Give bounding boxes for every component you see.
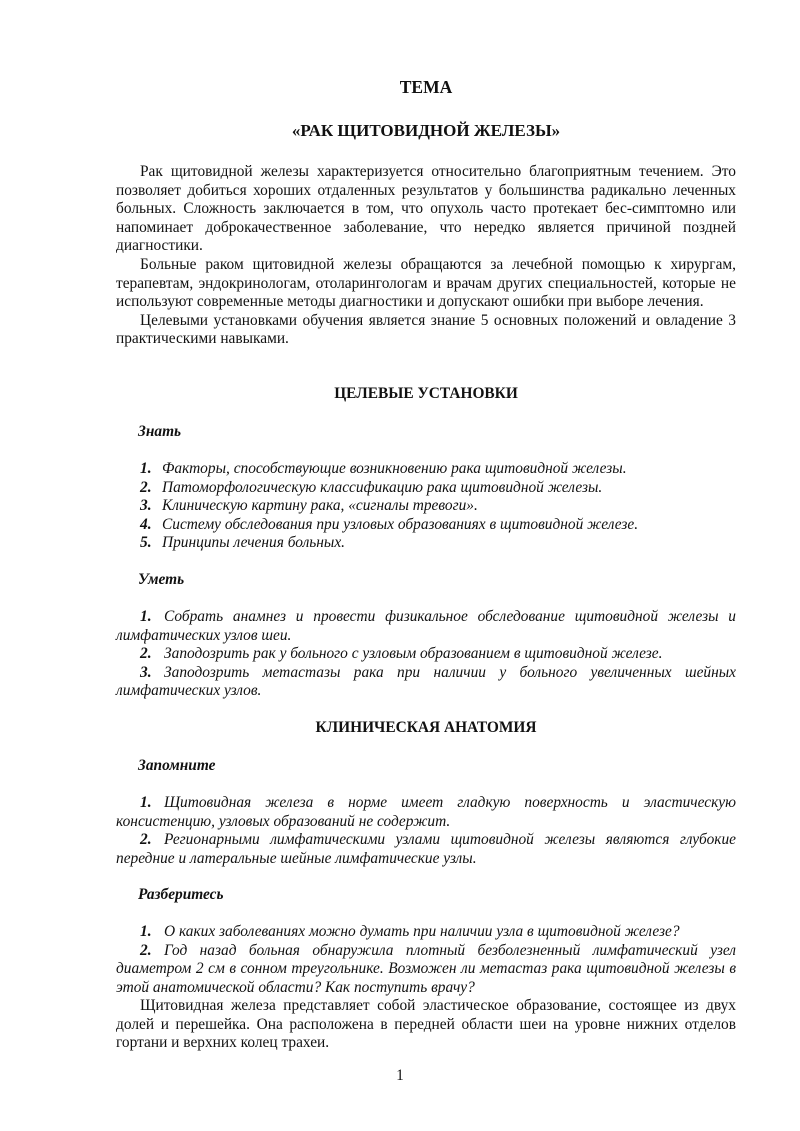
item-text: Собрать анамнез и провести физикальное обследование щитовидной железы и лимфатических узлов шеи. [116, 608, 736, 644]
intro-paragraph: Больные раком щитовидной железы обращаются за лечебной помощью к хирургам, терапевтам, эндокринологам, отоларингологам и врачам других специальностей, которые не используют современные методы диагностики и допускают ошибки при выборе лечения. [116, 255, 736, 311]
item-number: 5. [140, 534, 152, 552]
intro-paragraph: Рак щитовидной железы характеризуется относительно благоприятным течением. Это позволяет добиться хороших отдаленных результатов у большинства радикально леченных больных. Сложность заключается в том, что опухоль часто протекает бес-симптомно или напоминает доброкачественное заболевание, что нередко является причиной поздней диагностики. [116, 163, 736, 255]
item-text: Патоморфологическую классификацию рака щитовидной железы. [162, 478, 603, 496]
section-heading: ЦЕЛЕВЫЕ УСТАНОВКИ [334, 385, 518, 402]
item-number: 2. [140, 941, 152, 959]
item-text: Заподозрить рак у больного с узловым образованием в щитовидной железе. [164, 645, 663, 663]
intro-text [116, 163, 736, 349]
page-subtitle: «РАК ЩИТОВИДНОЙ ЖЕЛЕЗЫ» [291, 121, 561, 140]
can-label: Уметь [138, 571, 185, 588]
list-item [116, 831, 736, 868]
item-number: 2. [140, 478, 152, 496]
intro-paragraph: Целевыми установками обучения является знание 5 основных положений и овладение 3 практическими навыками. [116, 311, 736, 348]
page-title: ТЕМА [399, 77, 453, 97]
item-number: 4. [140, 515, 152, 533]
know-list [116, 460, 736, 553]
list-item [116, 608, 736, 645]
item-text: Клиническую картину рака, «сигналы тревоги». [162, 497, 478, 515]
remember-label: Запомните [138, 757, 216, 774]
item-text: Щитовидная железа в норме имеет гладкую поверхность и эластическую консистенцию, узловых образований не содержит. [116, 794, 736, 830]
list-item [116, 479, 736, 498]
list-item [116, 534, 736, 553]
item-text: Заподозрить метастазы рака при наличии у больного увеличенных шейных лимфатических узлов. [116, 663, 736, 700]
closing-paragraph: Щитовидная железа представляет собой эластическое образование, состоящее из двух долей и перешейка. Она расположена в передней области шеи на уровне нижних отделов гортани и верхних колец трахеи. [116, 997, 736, 1052]
list-item [116, 497, 736, 516]
page-number: 1 [396, 1067, 404, 1084]
item-number: 1. [140, 460, 152, 477]
item-number: 3. [140, 497, 152, 515]
list-item [116, 923, 736, 942]
list-item [116, 664, 736, 701]
figure-label: Разберитесь [138, 886, 224, 903]
item-number: 3. [140, 663, 152, 681]
list-item [116, 942, 736, 998]
item-number: 1. [140, 923, 152, 940]
closing-text [116, 997, 736, 1053]
figure-list [116, 923, 736, 997]
item-text: Год назад больная обнаружила плотный безболезненный лимфатический узел диаметром 2 см в сонном треугольнике. Возможен ли метастаз рака щитовидной железы в этой анатомической области? Как поступить врачу? [116, 941, 736, 996]
can-list [116, 608, 736, 701]
remember-list [116, 794, 736, 868]
item-text: Регионарными лимфатическими узлами щитовидной железы являются глубокие передние и латеральные шейные лимфатические узлы. [116, 831, 736, 867]
section-heading: КЛИНИЧЕСКАЯ АНАТОМИЯ [315, 719, 537, 736]
item-number: 1. [140, 794, 152, 811]
list-item [116, 645, 736, 664]
item-text: Принципы лечения больных. [162, 534, 346, 552]
item-number: 1. [140, 608, 152, 625]
item-number: 2. [140, 831, 152, 849]
item-text: Факторы, способствующие возникновению рака щитовидной железы. [162, 460, 627, 477]
item-text: О каких заболеваниях можно думать при наличии узла в щитовидной железе? [164, 923, 680, 940]
item-number: 2. [140, 645, 152, 663]
know-label: Знать [138, 423, 182, 440]
list-item [116, 794, 736, 831]
list-item [116, 516, 736, 535]
item-text: Систему обследования при узловых образованиях в щитовидной железе. [162, 515, 639, 533]
list-item [116, 460, 736, 479]
